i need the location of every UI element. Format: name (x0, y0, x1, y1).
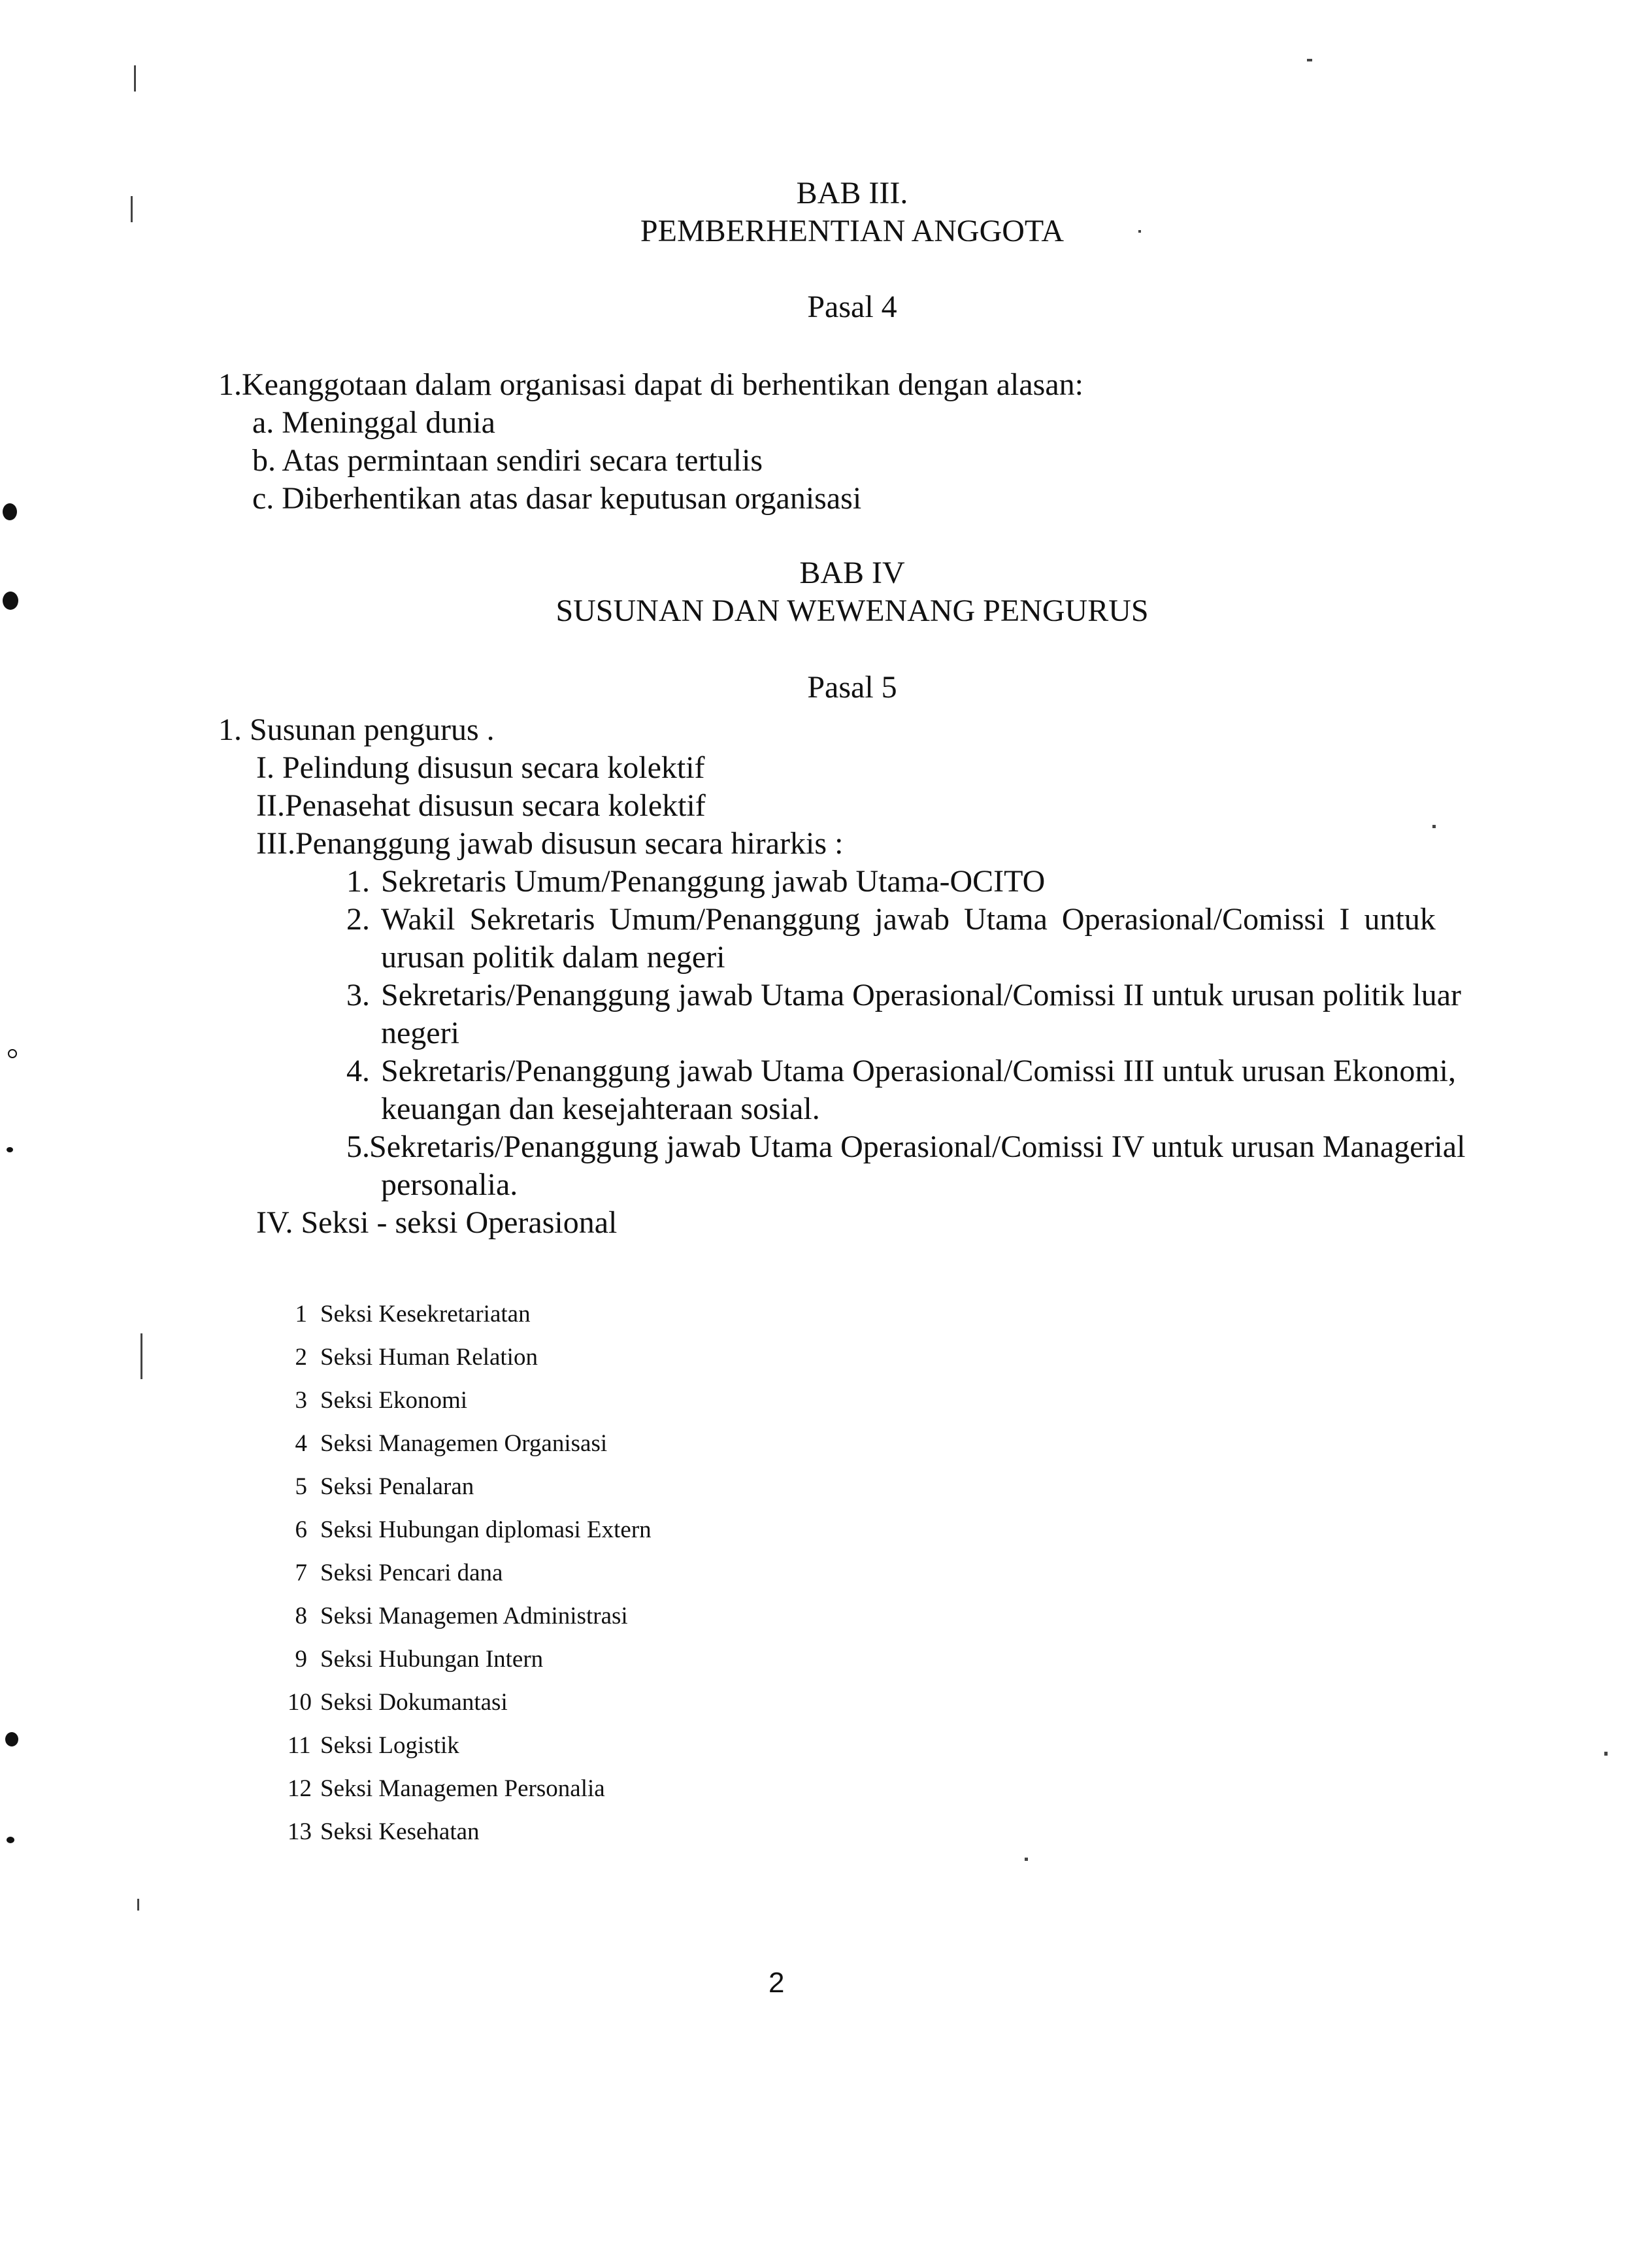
seksi-item (288, 1604, 628, 1628)
scan-speck (7, 1837, 14, 1843)
seksi-item (288, 1431, 607, 1456)
hierarchy-line-5b: personalia. (381, 1167, 518, 1202)
seksi-item (288, 1820, 480, 1844)
scan-hole-mark (5, 1732, 18, 1746)
seksi-number: 13 (288, 1818, 312, 1845)
seksi-label: Seksi Hubungan Intern (320, 1646, 544, 1673)
bab3-item-c: c. Diberhentikan atas dasar keputusan organisasi (252, 481, 862, 516)
seksi-item (288, 1733, 459, 1758)
seksi-label: Seksi Human Relation (320, 1344, 538, 1371)
bab4-intro: 1. Susunan pengurus . (218, 712, 495, 747)
seksi-number: 7 (295, 1560, 307, 1586)
scan-speck (131, 196, 133, 222)
seksi-label: Seksi Managemen Organisasi (320, 1430, 608, 1457)
seksi-label: Seksi Kesekretariatan (320, 1301, 531, 1328)
hierarchy-line-3a: Sekretaris/Penanggung jawab Utama Operasional/Comissi II untuk urusan politik luar (381, 978, 1461, 1012)
seksi-number: 5 (295, 1473, 307, 1500)
seksi-label: Seksi Penalaran (320, 1473, 474, 1500)
bab4-subtitle: SUSUNAN DAN WEWENANG PENGURUS (555, 593, 1149, 628)
seksi-item (288, 1561, 503, 1585)
hierarchy-line-4b: keuangan dan kesejahteraan sosial. (381, 1092, 820, 1126)
scan-hole-mark (3, 592, 18, 610)
seksi-label: Seksi Dokumantasi (320, 1689, 508, 1716)
roman-item-1: I. Pelindung disusun secara kolektif (256, 750, 705, 785)
seksi-item (288, 1690, 508, 1714)
roman-item-3: III.Penanggung jawab disusun secara hirarkis : (256, 826, 844, 861)
hierarchy-num-5: 5. (346, 1129, 370, 1164)
hierarchy-num-2: 2. (346, 902, 370, 937)
seksi-item (288, 1388, 467, 1412)
hierarchy-line-3b: negeri (381, 1016, 459, 1050)
seksi-item (288, 1518, 652, 1542)
seksi-label: Seksi Ekonomi (320, 1387, 468, 1414)
scan-speck (1138, 230, 1141, 233)
scan-speck (8, 1049, 17, 1058)
scan-speck (7, 1147, 13, 1152)
scan-speck (134, 65, 136, 92)
seksi-item (288, 1647, 543, 1671)
seksi-number: 4 (295, 1430, 307, 1457)
seksi-item (288, 1475, 474, 1499)
scan-speck (1604, 1752, 1608, 1756)
seksi-heading: IV. Seksi - seksi Operasional (256, 1205, 618, 1240)
seksi-number: 6 (295, 1516, 307, 1543)
bab3-item-a: a. Meninggal dunia (252, 405, 495, 440)
seksi-number: 12 (288, 1775, 312, 1802)
seksi-number: 11 (288, 1732, 311, 1759)
scan-speck (1432, 825, 1436, 828)
seksi-label: Seksi Pencari dana (320, 1560, 503, 1586)
bab3-intro: 1.Keanggotaan dalam organisasi dapat di berhentikan dengan alasan: (218, 367, 1083, 402)
seksi-item (288, 1302, 531, 1326)
scan-hole-mark (3, 503, 17, 520)
scan-speck (1307, 59, 1312, 61)
seksi-label: Seksi Managemen Personalia (320, 1775, 605, 1802)
scan-speck (1025, 1858, 1028, 1861)
seksi-number: 2 (295, 1344, 307, 1371)
seksi-label: Seksi Kesehatan (320, 1818, 480, 1845)
seksi-number: 9 (295, 1646, 307, 1673)
hierarchy-line-2a: Wakil Sekretaris Umum/Penanggung jawab Utama Operasional/Comissi I untuk (381, 902, 1436, 937)
hierarchy-line-5a: Sekretaris/Penanggung jawab Utama Operasional/Comissi IV untuk urusan Managerial (369, 1129, 1466, 1164)
hierarchy-num-1: 1. (346, 864, 370, 899)
scan-speck (140, 1333, 142, 1379)
seksi-number: 10 (288, 1689, 312, 1716)
bab3-pasal: Pasal 4 (807, 290, 897, 324)
hierarchy-num-3: 3. (346, 978, 370, 1012)
seksi-number: 1 (295, 1301, 307, 1328)
page-number: 2 (768, 1967, 785, 1999)
hierarchy-line-2b: urusan politik dalam negeri (381, 940, 725, 975)
bab4-pasal: Pasal 5 (807, 670, 897, 705)
bab3-item-b: b. Atas permintaan sendiri secara tertulis (252, 443, 763, 478)
seksi-item (288, 1777, 605, 1801)
hierarchy-line-1a: Sekretaris Umum/Penanggung jawab Utama-OCITO (381, 864, 1046, 899)
seksi-number: 3 (295, 1387, 307, 1414)
hierarchy-line-4a: Sekretaris/Penanggung jawab Utama Operasional/Comissi III untuk urusan Ekonomi, (381, 1054, 1457, 1088)
seksi-label: Seksi Logistik (320, 1732, 459, 1759)
bab4-title: BAB IV (799, 556, 905, 590)
roman-item-2: II.Penasehat disusun secara kolektif (256, 788, 706, 823)
bab3-title: BAB III. (796, 176, 908, 210)
seksi-item (288, 1345, 538, 1369)
scan-speck (137, 1899, 139, 1911)
seksi-number: 8 (295, 1603, 307, 1629)
seksi-label: Seksi Managemen Administrasi (320, 1603, 628, 1629)
seksi-label: Seksi Hubungan diplomasi Extern (320, 1516, 652, 1543)
bab3-subtitle: PEMBERHENTIAN ANGGOTA (640, 214, 1065, 248)
hierarchy-num-4: 4. (346, 1054, 370, 1088)
